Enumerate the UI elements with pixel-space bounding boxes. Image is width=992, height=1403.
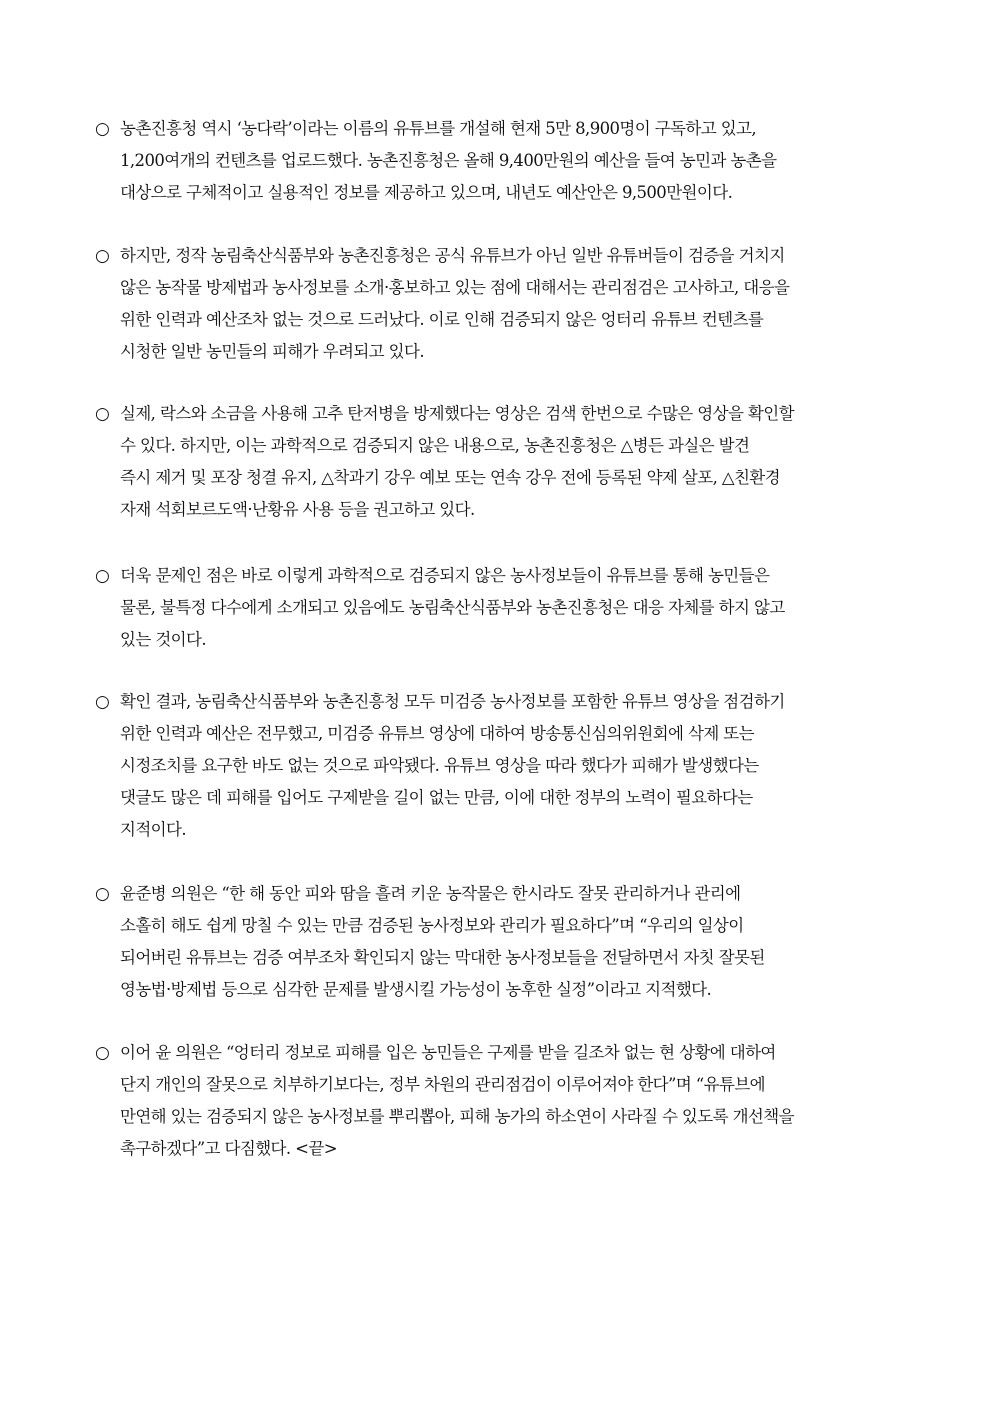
bullet-circle-icon: ○ xyxy=(95,1043,110,1063)
text-line: 않은 농작물 방제법과 농사정보를 소개·홍보하고 있는 점에 대해서는 관리점검은 고사하고, 대응을 xyxy=(120,278,790,297)
text-line: 댓글도 많은 데 피해를 입어도 구제받을 길이 없는 만큼, 이에 대한 정부의 노력이 필요하다는 xyxy=(120,788,753,807)
paragraph-4 xyxy=(95,560,900,656)
text-line: 지적이다. xyxy=(120,820,187,839)
text-line: 더욱 문제인 점은 바로 이렇게 과학적으로 검증되지 않은 농사정보들이 유튜브를 통해 농민들은 xyxy=(120,566,770,585)
paragraph-3 xyxy=(95,398,900,526)
text-line: 확인 결과, 농림축산식품부와 농촌진흥청 모두 미검증 농사정보를 포함한 유튜브 영상을 점검하기 xyxy=(120,692,785,711)
text-line: 이어 윤 의원은 “엉터리 정보로 피해를 입은 농민들은 구제를 받을 길조차 없는 현 상황에 대하여 xyxy=(120,1043,776,1062)
text-line: 영농법·방제법 등으로 심각한 문제를 발생시킬 가능성이 농후한 실정”이라고 지적했다. xyxy=(120,980,712,999)
paragraph-6 xyxy=(95,878,900,1006)
text-line: 만연해 있는 검증되지 않은 농사정보를 뿌리뽑아, 피해 농가의 하소연이 사라질 수 있도록 개선책을 xyxy=(120,1107,794,1126)
paragraph-5 xyxy=(95,686,900,846)
bullet-circle-icon: ○ xyxy=(95,566,110,586)
text-line: 되어버린 유튜브는 검증 여부조차 확인되지 않는 막대한 농사정보들을 전달하면서 자칫 잘못된 xyxy=(120,948,765,967)
paragraph-7 xyxy=(95,1037,900,1165)
paragraph-2 xyxy=(95,240,900,368)
text-line: 위한 인력과 예산은 전무했고, 미검증 유튜브 영상에 대하여 방송통신심의위원회에 삭제 또는 xyxy=(120,724,754,743)
text-line: 촉구하겠다”고 다짐했다. <끝> xyxy=(120,1139,337,1158)
text-line: 시청한 일반 농민들의 피해가 우려되고 있다. xyxy=(120,342,424,361)
text-line: 실제, 락스와 소금을 사용해 고추 탄저병을 방제했다는 영상은 검색 한번으로 수많은 영상을 확인할 xyxy=(120,404,794,423)
text-line: 단지 개인의 잘못으로 치부하기보다는, 정부 차원의 관리점검이 이루어져야 한다”며 “유튜브에 xyxy=(120,1075,766,1094)
text-line: 있는 것이다. xyxy=(120,630,206,649)
paragraph-1 xyxy=(95,113,900,209)
bullet-circle-icon: ○ xyxy=(95,692,110,712)
bullet-circle-icon: ○ xyxy=(95,884,110,904)
bullet-circle-icon: ○ xyxy=(95,119,110,139)
text-line: 자재 석회보르도액·난황유 사용 등을 권고하고 있다. xyxy=(120,500,475,519)
text-line: 위한 인력과 예산조차 없는 것으로 드러났다. 이로 인해 검증되지 않은 엉터리 유튜브 컨텐츠를 xyxy=(120,310,764,329)
text-line: 윤준병 의원은 “한 해 동안 피와 땀을 흘려 키운 농작물은 한시라도 잘못 관리하거나 관리에 xyxy=(120,884,741,903)
text-line: 하지만, 정작 농림축산식품부와 농촌진흥청은 공식 유튜브가 아닌 일반 유튜버들이 검증을 거치지 xyxy=(120,246,785,265)
text-line: 시정조치를 요구한 바도 없는 것으로 파악됐다. 유튜브 영상을 따라 했다가 피해가 발생했다는 xyxy=(120,756,759,775)
text-line: 물론, 불특정 다수에게 소개되고 있음에도 농림축산식품부와 농촌진흥청은 대응 자체를 하지 않고 xyxy=(120,598,785,617)
text-line: 대상으로 구체적이고 실용적인 정보를 제공하고 있으며, 내년도 예산안은 9,500만원이다. xyxy=(120,183,733,202)
bullet-circle-icon: ○ xyxy=(95,246,110,266)
text-line: 수 있다. 하지만, 이는 과학적으로 검증되지 않은 내용으로, 농촌진흥청은 △병든 과실은 발견 xyxy=(120,436,750,455)
bullet-circle-icon: ○ xyxy=(95,404,110,424)
text-line: 즉시 제거 및 포장 청결 유지, △착과기 강우 예보 또는 연속 강우 전에 등록된 약제 살포, △친환경 xyxy=(120,468,780,487)
text-line: 1,200여개의 컨텐츠를 업로드했다. 농촌진흥청은 올해 9,400만원의 예산을 들여 농민과 농촌을 xyxy=(120,151,777,170)
text-line: 소홀히 해도 쉽게 망칠 수 있는 만큼 검증된 농사정보와 관리가 필요하다”며 “우리의 일상이 xyxy=(120,916,744,935)
text-line: 농촌진흥청 역시 ‘농다락’이라는 이름의 유튜브를 개설해 현재 5만 8,900명이 구독하고 있고, xyxy=(120,119,757,138)
